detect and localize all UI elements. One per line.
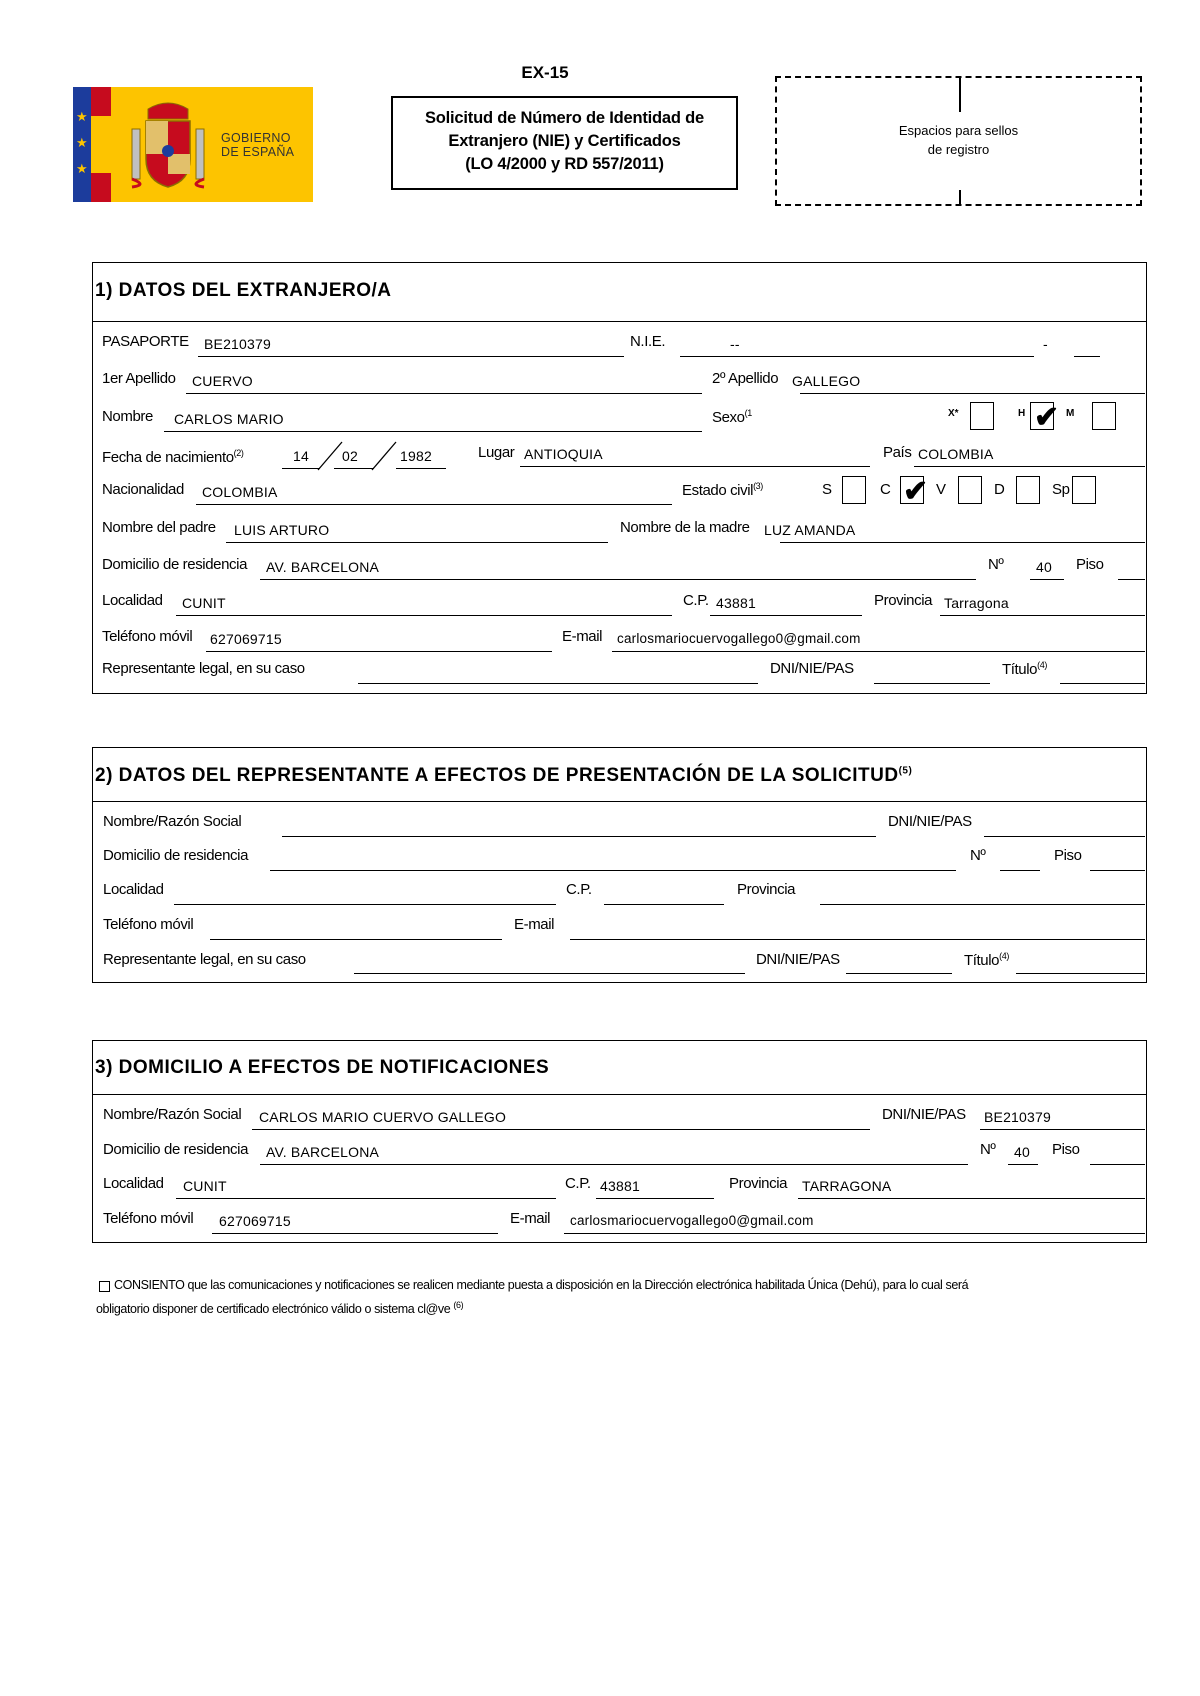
label-s3-provincia: Provincia	[729, 1175, 788, 1192]
label-sexo-h: H	[1018, 408, 1026, 419]
section-1-box	[92, 262, 1147, 694]
label-s3-numero: Nº	[980, 1141, 996, 1158]
label-s2-representante: Representante legal, en su caso	[103, 951, 306, 968]
label-nacionalidad: Nacionalidad	[102, 481, 184, 498]
consent-text-line1: CONSIENTO que las comunicaciones y notificaciones se realicen mediante puesta a disposición en la Dirección electrónica habilitada Única (Dehú), para lo cual será	[114, 1278, 969, 1292]
field-s2-dni[interactable]	[984, 836, 1145, 837]
form-title-line3: (LO 4/2000 y RD 557/2011)	[465, 155, 664, 173]
date-slash-icon	[370, 440, 398, 472]
value-pais[interactable]: COLOMBIA	[918, 446, 994, 462]
registry-stamp-box	[775, 76, 1142, 206]
label-pais: País	[883, 444, 912, 461]
form-title-line2: Extranjero (NIE) y Certificados	[448, 132, 681, 150]
field-s2-cp[interactable]	[604, 904, 724, 905]
value-s3-nombre[interactable]: CARLOS MARIO CUERVO GALLEGO	[259, 1109, 507, 1125]
nie-separator-2: -	[1043, 336, 1048, 352]
nie-number-field[interactable]	[716, 356, 1034, 357]
label-s3-cp: C.P.	[565, 1175, 591, 1192]
label-provincia: Provincia	[874, 592, 933, 609]
label-sexo-x: X*	[948, 408, 959, 419]
checkbox-sexo-m[interactable]	[1092, 402, 1116, 430]
value-s3-telefono[interactable]: 627069715	[219, 1213, 291, 1229]
value-madre[interactable]: LUZ AMANDA	[764, 522, 856, 538]
label-pasaporte: PASAPORTE	[102, 333, 189, 350]
field-s2-piso[interactable]	[1090, 870, 1145, 871]
label-ec-d: D	[994, 481, 1005, 498]
label-lugar: Lugar	[478, 444, 515, 461]
label-madre: Nombre de la madre	[620, 519, 750, 536]
checkbox-ec-sp[interactable]	[1072, 476, 1096, 504]
consent-text-line2: obligatorio disponer de certificado electrónico válido o sistema cl@ve $^{(6)}$	[96, 1300, 464, 1317]
value-apellido1[interactable]: CUERVO	[192, 373, 253, 389]
label-ec-v: V	[936, 481, 946, 498]
value-pasaporte[interactable]: BE210379	[204, 336, 271, 352]
government-logo	[73, 87, 313, 202]
label-representante: Representante legal, en su caso	[102, 660, 305, 677]
field-s2-domicilio[interactable]	[270, 870, 956, 871]
value-s3-cp[interactable]: 43881	[600, 1178, 640, 1194]
value-s3-numero[interactable]: 40	[1014, 1144, 1030, 1160]
field-s3-piso[interactable]	[1090, 1164, 1145, 1165]
coat-of-arms-icon	[128, 99, 208, 191]
field-s2-email[interactable]	[570, 939, 1145, 940]
section-1-title: 1) DATOS DEL EXTRANJERO/A	[95, 280, 392, 301]
checkbox-ec-s[interactable]	[842, 476, 866, 504]
label-cp: C.P.	[683, 592, 709, 609]
label-s2-numero: Nº	[970, 847, 986, 864]
value-fecha-dia[interactable]: 14	[293, 448, 309, 464]
field-s2-provincia[interactable]	[820, 904, 1145, 905]
value-apellido2[interactable]: GALLEGO	[792, 373, 861, 389]
value-telefono[interactable]: 627069715	[210, 631, 282, 647]
value-nacionalidad[interactable]: COLOMBIA	[202, 484, 278, 500]
value-nombre[interactable]: CARLOS MARIO	[174, 411, 284, 427]
value-s3-localidad[interactable]: CUNIT	[183, 1178, 227, 1194]
label-s2-dni: DNI/NIE/PAS	[888, 813, 972, 830]
value-provincia[interactable]: Tarragona	[944, 595, 1009, 611]
form-title-line1: Solicitud de Número de Identidad de	[424, 109, 705, 127]
check-mark-icon: ✔	[1034, 401, 1060, 434]
value-fecha-anio[interactable]: 1982	[400, 448, 432, 464]
label-dni: DNI/NIE/PAS	[770, 660, 854, 677]
field-s2-representante[interactable]	[354, 973, 745, 974]
star-icon: ★	[76, 161, 88, 176]
label-ec-s: S	[822, 481, 832, 498]
spain-flag-strip	[91, 87, 111, 202]
label-s2-localidad: Localidad	[103, 881, 164, 898]
label-sexo: Sexo$^{(1}$	[712, 408, 752, 426]
field-s2-dni2[interactable]	[846, 973, 952, 974]
value-numero[interactable]: 40	[1036, 559, 1052, 575]
label-s3-nombre: Nombre/Razón Social	[103, 1106, 242, 1123]
value-fecha-mes[interactable]: 02	[342, 448, 358, 464]
label-nie: N.I.E.	[630, 333, 666, 350]
field-representante[interactable]	[358, 683, 758, 684]
checkbox-ec-d[interactable]	[1016, 476, 1040, 504]
field-s2-telefono[interactable]	[210, 939, 502, 940]
check-mark-icon: ✔	[903, 475, 929, 508]
value-localidad[interactable]: CUNIT	[182, 595, 226, 611]
label-titulo: Título$^{(4)}$	[1002, 660, 1047, 678]
label-piso: Piso	[1076, 556, 1104, 573]
field-s2-titulo[interactable]	[1016, 973, 1145, 974]
label-apellido2: 2º Apellido	[712, 370, 779, 387]
label-email: E-mail	[562, 628, 603, 645]
form-code: EX-15	[521, 63, 569, 82]
nie-separator-1: --	[730, 336, 740, 352]
value-cp[interactable]: 43881	[716, 595, 756, 611]
label-nombre: Nombre	[102, 408, 153, 425]
stamp-text-line2: de registro	[927, 142, 990, 157]
label-s2-email: E-mail	[514, 916, 555, 933]
label-fecha: Fecha de nacimiento$^{(2)}$	[102, 448, 244, 466]
field-s2-nombre[interactable]	[282, 836, 876, 837]
label-localidad: Localidad	[102, 592, 163, 609]
section-2-title: 2) DATOS DEL REPRESENTANTE A EFECTOS DE PRESENTACIÓN DE LA SOLICITUD$^{(5)}$	[95, 765, 913, 786]
field-s2-numero[interactable]	[1000, 870, 1040, 871]
label-s3-email: E-mail	[510, 1210, 551, 1227]
label-ec-c: C	[880, 481, 891, 498]
label-s2-piso: Piso	[1054, 847, 1082, 864]
label-s2-provincia: Provincia	[737, 881, 796, 898]
field-titulo[interactable]	[1060, 683, 1145, 684]
checkbox-ec-v[interactable]	[958, 476, 982, 504]
value-s3-dni[interactable]: BE210379	[984, 1109, 1051, 1125]
label-s3-dni: DNI/NIE/PAS	[882, 1106, 966, 1123]
label-apellido1: 1er Apellido	[102, 370, 176, 387]
label-estado-civil: Estado civil$^{(3)}$	[682, 481, 763, 499]
value-s3-email[interactable]: carlosmariocuervogallego0@gmail.com	[570, 1213, 814, 1228]
value-email[interactable]: carlosmariocuervogallego0@gmail.com	[617, 631, 861, 646]
label-domicilio: Domicilio de residencia	[102, 556, 248, 573]
section-3-title: 3) DOMICILIO A EFECTOS DE NOTIFICACIONES	[95, 1057, 550, 1078]
form-title-box	[391, 96, 738, 190]
label-sexo-m: M	[1066, 408, 1075, 419]
label-s2-titulo: Título$^{(4)}$	[964, 951, 1009, 969]
star-icon: ★	[76, 135, 88, 150]
label-s3-piso: Piso	[1052, 1141, 1080, 1158]
star-icon: ★	[76, 109, 88, 124]
label-telefono: Teléfono móvil	[102, 628, 193, 645]
field-s2-localidad[interactable]	[174, 904, 556, 905]
label-s2-dni2: DNI/NIE/PAS	[756, 951, 840, 968]
label-s2-nombre: Nombre/Razón Social	[103, 813, 242, 830]
consent-checkbox[interactable]	[99, 1281, 110, 1292]
logo-text-espana: DE ESPAÑA	[221, 145, 295, 159]
value-domicilio[interactable]: AV. BARCELONA	[266, 559, 380, 575]
field-dni[interactable]	[874, 683, 990, 684]
value-padre[interactable]: LUIS ARTURO	[234, 522, 330, 538]
value-lugar[interactable]: ANTIOQUIA	[524, 446, 603, 462]
label-s2-domicilio: Domicilio de residencia	[103, 847, 249, 864]
label-s3-telefono: Teléfono móvil	[103, 1210, 194, 1227]
label-s3-domicilio: Domicilio de residencia	[103, 1141, 249, 1158]
label-s2-cp: C.P.	[566, 881, 592, 898]
label-s3-localidad: Localidad	[103, 1175, 164, 1192]
stamp-text-line1: Espacios para sellos	[898, 123, 1019, 138]
label-s2-telefono: Teléfono móvil	[103, 916, 194, 933]
label-numero: Nº	[988, 556, 1004, 573]
value-s3-provincia[interactable]: TARRAGONA	[802, 1178, 892, 1194]
label-padre: Nombre del padre	[102, 519, 216, 536]
checkbox-sexo-x[interactable]	[970, 402, 994, 430]
logo-text-gobierno: GOBIERNO	[221, 131, 291, 145]
label-ec-sp: Sp	[1052, 481, 1070, 498]
value-s3-domicilio[interactable]: AV. BARCELONA	[266, 1144, 380, 1160]
